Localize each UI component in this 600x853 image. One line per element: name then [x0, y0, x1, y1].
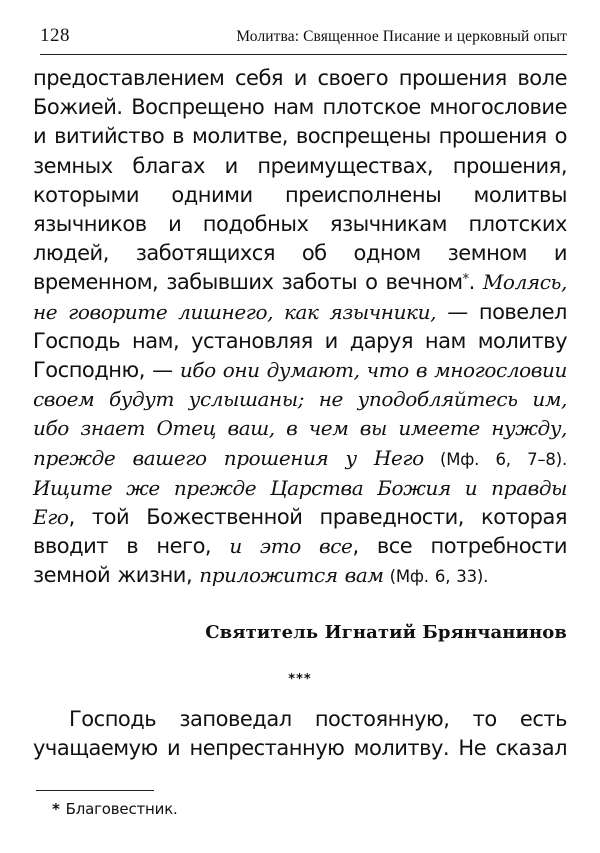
- text-segment: , все потребности земной жизни,: [33, 534, 567, 588]
- running-head: [40, 25, 567, 49]
- section-separator: ***: [288, 672, 312, 687]
- footnote-reference: *: [462, 272, 469, 288]
- footnote-marker: *: [52, 800, 60, 818]
- page-number: 128: [40, 25, 70, 46]
- text-segment: предоставлением себя и своего прошения воле Божией. Воспрещено нам плотское многословие и витийство в молитве, воспрещены прошения о земных благах и преимуществах, прошения, которыми одними преисполнены молитвы язычников и подобных язычникам плотских людей, заботящихся об одном земном и временном, забывших заботы о вечном: [33, 66, 567, 295]
- scripture-quote: приложится вам: [199, 563, 384, 588]
- header-rule: [40, 54, 567, 55]
- scripture-quote: ибо они думают, что в многословии своем будут услышаны; не уподобляйтесь им, ибо знает Отец ваш, в чем вы имеете нужду, прежде вашего прошения у Него: [33, 358, 567, 470]
- running-head-title: Молитва: Священное Писание и церковный опыт: [236, 28, 567, 45]
- text-segment: — повелел Господь нам, установляя и даруя нам молитву Господню, —: [33, 299, 567, 383]
- footnote: [52, 800, 178, 818]
- footnote-text: Благовестник.: [65, 800, 178, 818]
- scripture-quote: Молясь, не говорите лишнего, как язычники,: [33, 270, 567, 324]
- scripture-reference: (Мф. 6, 7–8).: [423, 449, 567, 469]
- scripture-quote: Ищите же прежде Царства Божия и правды Его: [33, 475, 567, 530]
- paragraph-text: [33, 64, 567, 592]
- author-signature: Святитель Игнатий Брянчанинов: [205, 622, 567, 643]
- scripture-reference: (Мф. 6, 33).: [383, 567, 489, 587]
- main-paragraph: [33, 64, 567, 592]
- scripture-quote: и это все: [229, 534, 353, 559]
- text-segment: .: [468, 270, 483, 295]
- footnote-rule: [36, 790, 154, 791]
- next-paragraph-text: Господь заповедал постоянную, то есть учащаемую и непрестанную молитву. Не сказал: [33, 707, 567, 761]
- text-segment: , той Божественной праведности, которая вводит в него,: [33, 505, 567, 559]
- next-paragraph: [33, 705, 567, 763]
